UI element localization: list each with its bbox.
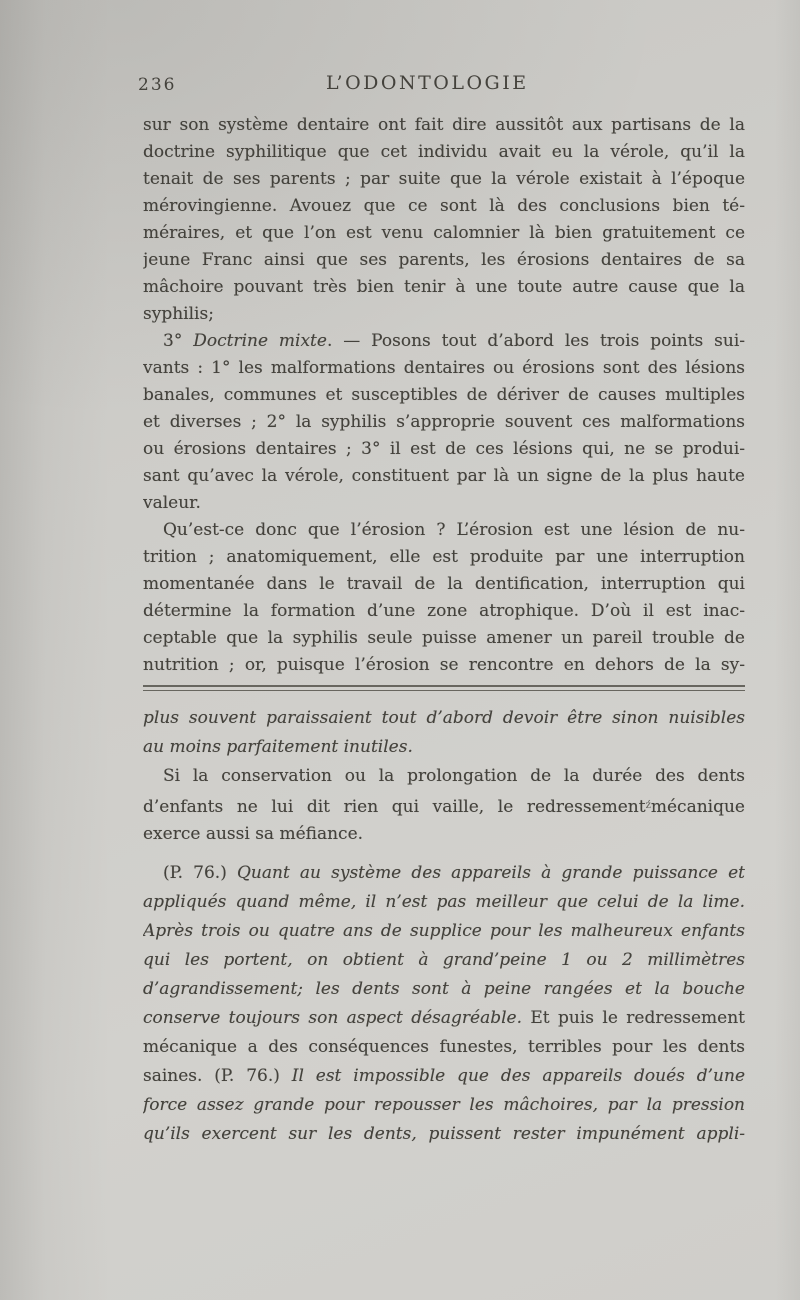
text-line [143,247,745,274]
text-line [143,220,745,247]
text-line [143,733,745,762]
text-segment: vants : 1° les malformations dentaires ou érosions sont des lésions [143,358,745,378]
text-segment: sur son système dentaire ont fait dire aussitôt aux partisans de la [143,115,745,135]
text-line [143,490,745,517]
text-segment: au moins parfaitement inutiles. [143,737,413,757]
text-line [143,652,745,679]
text-segment: mâchoire pouvant très bien tenir à une toute autre cause que la [143,277,745,297]
text-line [143,917,745,946]
text-segment: trition ; anatomiquement, elle est produite par une interruption [143,547,745,567]
text-line [143,409,745,436]
print-artifact-mark: ź [645,800,651,811]
text-line [143,463,745,490]
text-line [143,436,745,463]
text-line [143,355,745,382]
text-line [143,625,745,652]
text-line [143,762,745,791]
text-segment: qu’ils exercent sur les dents, puissent rester impunément appli- [143,1124,745,1144]
text-segment: méraires, et que l’on est venu calomnier là bien gratuitement ce [143,223,745,243]
text-segment: qui les portent, on obtient à grand’peine 1 ou 2 millimètres [143,950,745,970]
text-line [143,382,745,409]
text-line [143,1091,745,1120]
text-segment: mécanique [650,797,745,817]
text-segment: banales, communes et susceptibles de dériver de causes multiples [143,385,745,405]
text-segment: conserve toujours son aspect désagréable. [143,1008,531,1028]
text-line [143,859,745,888]
text-line [143,139,745,166]
text-segment: d’agrandissement; les dents sont à peine rangées et la bouche [143,979,745,999]
text-line [143,517,745,544]
text-segment: ceptable que la syphilis seule puisse amener un pareil trouble de [143,628,745,648]
text-segment: doctrine syphilitique que cet individu avait eu la vérole, qu’il la [143,142,745,162]
text-flow [143,112,745,1149]
text-segment: exerce aussi sa méfiance. [143,824,364,844]
text-line [143,274,745,301]
text-line [143,1033,745,1062]
text-line [143,166,745,193]
text-line [143,820,745,849]
text-line [143,946,745,975]
text-segment: Et puis le redressement [530,1008,745,1028]
separator-double-rule [143,685,745,691]
text-segment: force assez grande pour repousser les mâchoires, par la pression [143,1095,745,1115]
text-segment: Quant au système des appareils à grande puissance et [236,863,745,883]
text-segment: sant qu’avec la vérole, constituent par là un signe de la plus haute [143,466,745,486]
running-title: L’ODONTOLOGIE [326,72,529,94]
text-segment: Si la conservation ou la prolongation de la durée des dents [163,766,745,786]
text-line [143,544,745,571]
text-segment: mérovingienne. Avouez que ce sont là des conclusions bien té- [143,196,745,216]
text-line [143,975,745,1004]
text-line [143,888,745,917]
text-line [143,193,745,220]
text-segment: . — Posons tout d’abord les trois points sui- [326,331,745,351]
text-segment: et diverses ; 2° la syphilis s’approprie souvent ces malformations [143,412,745,432]
text-segment: Après trois ou quatre ans de supplice pour les malheureux enfants [143,921,745,941]
text-segment: (P. 76.) [163,863,237,883]
text-segment: 3° [163,331,194,351]
page-number: 236 [138,75,177,95]
text-segment: jeune Franc ainsi que ses parents, les érosions dentaires de sa [143,250,745,270]
text-segment: mécanique a des conséquences funestes, terribles pour les dents [143,1037,745,1057]
text-line [143,1004,745,1033]
text-line [143,704,745,733]
text-segment: appliqués quand même, il n’est pas meilleur que celui de la lime. [143,892,745,912]
text-line [143,1062,745,1091]
text-segment: tenait de ses parents ; par suite que la vérole existait à l’époque [143,169,745,189]
text-segment: nutrition ; or, puisque l’érosion se rencontre en dehors de la sy- [143,655,745,675]
text-line [143,301,745,328]
text-segment: détermine la formation d’une zone atrophique. D’où il est inac- [143,601,745,621]
text-segment: Qu’est-ce donc que l’érosion ? L’érosion est une lésion de nu- [163,520,745,540]
text-segment: d’enfants ne lui dit rien qui vaille, le redressement [143,797,646,817]
text-line [143,1120,745,1149]
text-segment: saines. (P. 76.) [143,1066,292,1086]
text-segment: syphilis; [143,304,214,324]
text-segment: Doctrine mixte [193,331,327,351]
text-segment: ou érosions dentaires ; 3° il est de ces lésions qui, ne se produi- [143,439,745,459]
text-line [143,571,745,598]
text-segment: Il est impossible que des appareils doués d’une [291,1066,745,1086]
text-segment: momentanée dans le travail de la dentification, interruption qui [143,574,745,594]
text-line [143,328,745,355]
text-line [143,791,745,820]
text-line [143,598,745,625]
text-segment: plus souvent paraissaient tout d’abord devoir être sinon nuisibles [143,708,745,728]
text-segment: valeur. [143,493,201,513]
text-line [143,112,745,139]
